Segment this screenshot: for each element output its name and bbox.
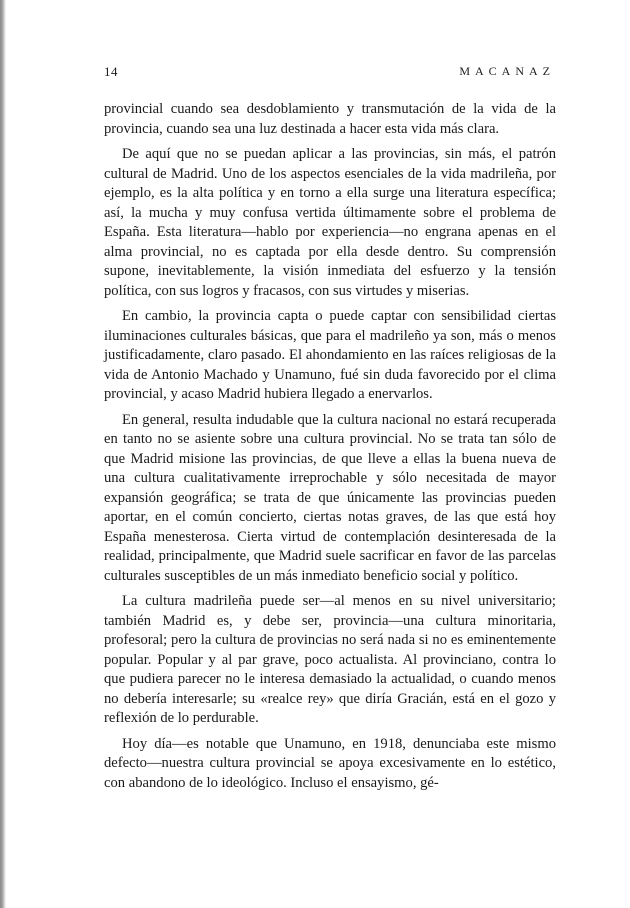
page-number: 14: [104, 64, 118, 79]
paragraph: De aquí que no se puedan aplicar a las provincias, sin más, el patrón cultural de Madrid. Uno de los aspectos esenciales de la vida madrileña, por ejemplo, es la alta política y en torno a ella surge una literatura específica; así, la mucha y muy confusa vertida últimamente sobre el problema de España. Esta literatura—hablo por experiencia—no engrana apenas en el alma provincial, no es captada por ella desde dentro. Su comprensión supone, inevitablemente, la visión inmediata del esfuerzo y la tensión política, con sus logros y fracasos, con sus virtudes y miserias.: [104, 146, 556, 299]
body-text: [104, 100, 556, 799]
paragraph: En general, resulta indudable que la cultura nacional no estará recuperada en tanto no se asiente sobre una cultura provincial. No se trata tan sólo de que Madrid misione las provincias, de que lleve a ellas la buena nueva de una cultura cualitativamente irreprochable y sólo necesitada de mayor expansión geográfica; se trata de que únicamente las provincias pueden aportar, en el común concierto, ciertas notas graves, de las que está hoy España menesterosa. Cierta virtud de contemplación desinteresada de la realidad, principalmente, que Madrid suele sacrificar en favor de las parcelas culturales susceptibles de un más inmediato beneficio social y político.: [104, 411, 556, 584]
running-head: MACANAZ: [459, 64, 555, 78]
paragraph: En cambio, la provincia capta o puede captar con sensibilidad ciertas iluminaciones culturales básicas, que para el madrileño ya son, más o menos justificadamente, claro pasado. El ahondamiento en las raíces religiosas de la vida de Antonio Machado y Unamuno, fué sin duda favorecido por el clima provincial, y acaso Madrid hubiera llegado a enervarlos.: [104, 308, 556, 402]
paragraph: La cultura madrileña puede ser—al menos en su nivel universitario; también Madrid es, y debe ser, provincia—una cultura minoritaria, profesoral; pero la cultura de provincias no será nada si no es eminentemente popular. Popular y al par grave, poco actualista. Al provinciano, contra lo que pudiera parecer no le interesa demasiado la actualidad, o cuando menos no debería interesarle; su «realce rey» que diría Gracián, está en el gozo y reflexión de lo perdurable.: [104, 593, 556, 726]
paragraph: Hoy día—es notable que Unamuno, en 1918, denunciaba este mismo defecto—nuestra cultura provincial se apoya excesivamente en lo estético, con abandono de lo ideológico. Incluso el ensayismo, gé-: [104, 735, 556, 791]
paragraph: provincial cuando sea desdoblamiento y transmutación de la vida de la provincia, cuando sea una luz destinada a hacer esta vida más clara.: [104, 101, 556, 137]
page-binding-edge: [0, 0, 6, 908]
